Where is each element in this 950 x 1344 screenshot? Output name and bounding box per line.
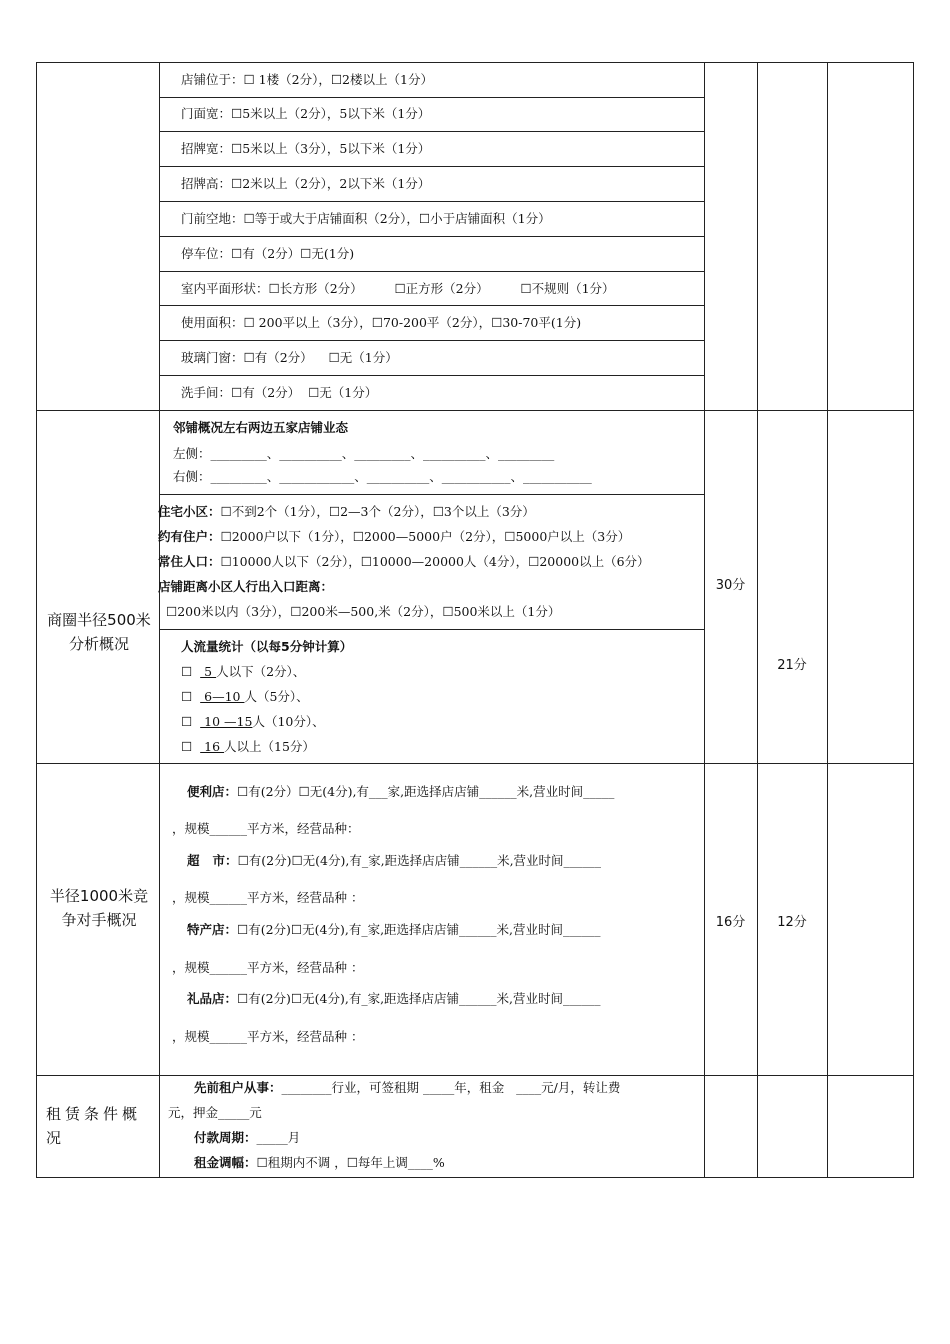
population-row — [158, 554, 650, 570]
distance-row — [158, 579, 333, 595]
lease-value: _____月 — [256, 1130, 301, 1145]
lease-rent-adjustment — [194, 1155, 445, 1171]
competitor-scale: ，规模______平方米，经营品种 ： — [172, 1029, 364, 1044]
subrow-divider — [159, 97, 704, 98]
floor-shape-row: 室内平面形状：☐长方形（2分） ☐正方形（2分） ☐不规则（1分） — [181, 281, 615, 296]
flow-option — [181, 689, 309, 705]
subrow-divider — [159, 131, 704, 132]
competitor-scale: ，规模______平方米，经营品种 ： — [172, 960, 364, 975]
table-border-bottom — [36, 1177, 914, 1178]
usable-area-row: 使用面积：☐ 200平以上（3分），☐70-200平（2分），☐30-70平(1分) — [181, 315, 582, 330]
neighbors-right: 右侧：_________、____________、__________、___________、___________ — [173, 469, 592, 484]
table-border-right — [913, 62, 914, 1178]
competitor-value: ☐有(2分)☐无(4分),有_家,距选择店店铺______米,营业时间______ — [237, 991, 601, 1006]
competitor-key: 礼品店： — [187, 991, 238, 1006]
subrow-divider — [159, 271, 704, 272]
column-line — [159, 62, 160, 1178]
competitor-convenience — [187, 784, 614, 800]
column-line — [36, 62, 37, 1178]
checkbox-icon[interactable]: ☐ — [181, 739, 193, 754]
flow-label: 人（5分）、 — [244, 689, 309, 704]
flow-number: 10 —15 — [200, 714, 253, 729]
competitor-key: 超 市： — [187, 853, 238, 868]
flow-label: 人以下（2分）、 — [216, 664, 306, 679]
competitor-value: ☐有(2分)☐无(4分),有_家,距选择店店铺______米,营业时间______ — [237, 922, 601, 937]
flow-option — [181, 664, 305, 680]
restroom-row: 洗手间：☐有（2分） ☐无（1分） — [181, 385, 378, 400]
subrow-divider — [159, 166, 704, 167]
frontage-width-row: 门面宽：☐5米以上（2分），5以下米（1分） — [181, 106, 431, 121]
competitors-got-score: 12分 — [777, 915, 807, 930]
subrow-divider — [159, 305, 704, 306]
distance-key: 店铺距离小区人行出入口距离： — [158, 579, 334, 594]
residential-row — [158, 504, 535, 520]
neighbors-left: 左侧：_________、__________、_________、__________、_________ — [173, 446, 555, 461]
lease-previous-tenant — [194, 1080, 620, 1096]
checkbox-icon[interactable]: ☐ — [181, 689, 193, 704]
flow-number: 16 — [200, 739, 225, 754]
column-line — [827, 62, 828, 1178]
glass-door-row: 玻璃门窗：☐有（2分） ☐无（1分） — [181, 350, 398, 365]
competitor-key: 特产店： — [187, 922, 238, 937]
flow-title: 人流量统计（以每5分钟计算） — [181, 639, 353, 654]
lease-deposit: 元，押金_____元 — [168, 1105, 262, 1120]
distance-options: ☐200米以内（3分），☐200米—500,米（2分），☐500米以上（1分） — [166, 604, 561, 619]
checkbox-icon[interactable]: ☐ — [181, 714, 193, 729]
households-row — [158, 529, 630, 545]
trade-area-got-score: 21分 — [777, 658, 807, 673]
subrow-divider — [159, 236, 704, 237]
lease-key: 租金调幅： — [194, 1155, 257, 1170]
lease-value: ________行业，可签租期 _____年，租金 ____元/月，转让费 — [281, 1080, 621, 1095]
table-border-top — [36, 62, 914, 63]
competitor-scale: ，规模______平方米，经营品种 ： — [172, 890, 364, 905]
households-options: ☐2000户以下（1分），☐2000—5000户（2分），☐5000户以上（3分） — [220, 529, 631, 544]
subrow-divider — [159, 375, 704, 376]
competitor-value: ☐有(2分）☐无(4分),有___家,距选择店店铺______米,营业时间_____ — [237, 784, 615, 799]
subrow-divider — [159, 494, 704, 495]
subrow-divider — [159, 201, 704, 202]
flow-option — [181, 739, 315, 755]
lease-heading: 租赁条件概况 — [46, 1105, 142, 1147]
subrow-divider — [159, 340, 704, 341]
neighbors-title: 邻铺概况左右两边五家店铺业态 — [173, 420, 349, 435]
row-divider — [36, 1075, 914, 1076]
population-key: 常住人口： — [158, 554, 221, 569]
checkbox-icon[interactable]: ☐ — [181, 664, 193, 679]
residential-options: ☐不到2个（1分），☐2—3个（2分），☐3个以上（3分） — [220, 504, 535, 519]
front-space-row: 门前空地：☐等于或大于店铺面积（2分），☐小于店铺面积（1分） — [181, 211, 551, 226]
lease-payment-period — [194, 1130, 300, 1146]
sign-height-row: 招牌高：☐2米以上（2分），2以下米（1分） — [181, 176, 431, 191]
competitor-specialty — [187, 922, 601, 938]
competitor-supermarket — [187, 853, 601, 869]
competitor-key: 便利店： — [187, 784, 238, 799]
flow-number: 5 — [200, 664, 217, 679]
trade-area-total-score: 30分 — [715, 578, 746, 593]
lease-key: 先前租户从事： — [194, 1080, 282, 1095]
competitor-value: ☐有(2分)☐无(4分),有_家,距选择店店铺______米,营业时间______ — [237, 853, 602, 868]
competitors-total-score: 16分 — [715, 915, 746, 930]
competitor-gift — [187, 991, 601, 1007]
competitors-heading: 半径1000米竞争对手概况 — [49, 887, 149, 929]
trade-area-heading: 商圈半径500米分析概况 — [47, 611, 151, 653]
households-key: 约有住户： — [158, 529, 221, 544]
flow-option — [181, 714, 325, 730]
row-divider — [36, 410, 914, 411]
lease-value: ☐租期内不调 ，☐每年上调____% — [256, 1155, 445, 1170]
lease-key: 付款周期： — [194, 1130, 257, 1145]
flow-number: 6—10 — [200, 689, 245, 704]
store-location-row: 店铺位于：☐ 1楼（2分），☐2楼以上（1分） — [181, 72, 433, 87]
parking-row: 停车位：☐有（2分）☐无(1分) — [181, 246, 355, 261]
sign-width-row: 招牌宽：☐5米以上（3分），5以下米（1分） — [181, 141, 431, 156]
column-line — [704, 62, 705, 1178]
competitor-scale: ，规模______平方米，经营品种： — [172, 821, 360, 836]
subrow-divider — [159, 629, 704, 630]
column-line — [757, 62, 758, 1178]
flow-label: 人以上（15分） — [224, 739, 315, 754]
row-divider — [36, 763, 914, 764]
residential-key: 住宅小区： — [158, 504, 221, 519]
population-options: ☐10000人以下（2分），☐10000—20000人（4分），☐20000以上（6分） — [220, 554, 650, 569]
flow-label: 人（10分）、 — [252, 714, 325, 729]
